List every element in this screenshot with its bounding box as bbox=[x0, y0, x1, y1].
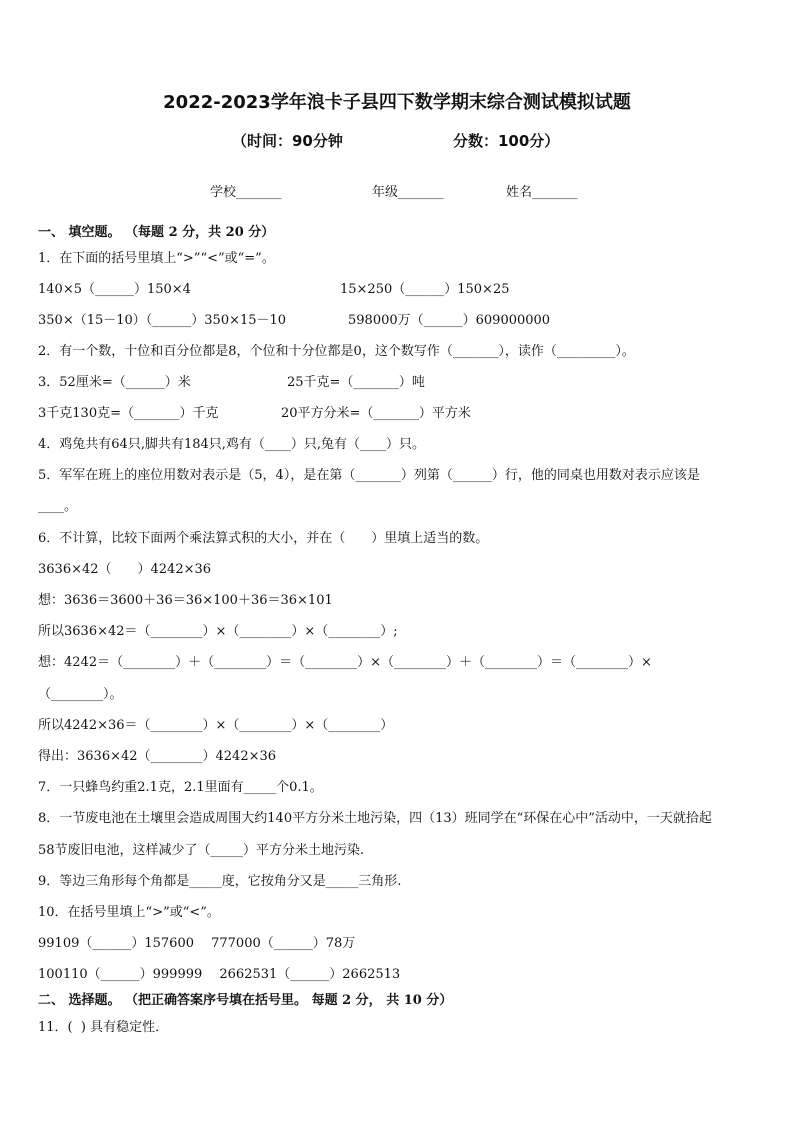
question-5-tail: ____。 bbox=[38, 499, 78, 514]
question-9: 9．等边三角形每个角都是_____度，它按角分又是_____三角形. bbox=[38, 874, 402, 889]
section-heading-choice: 二、 选择题。 （把正确答案序号填在括号里。 每题 2 分， 共 10 分） bbox=[38, 993, 453, 1008]
question-2: 2．有一个数，十位和百分位都是8，个位和十分位都是0，这个数写作（_______），读作（_________）。 bbox=[38, 344, 635, 359]
section-heading-fill-in: 一、 填空题。 （每题 2 分，共 20 分） bbox=[38, 225, 275, 240]
time-label: （时间：90分钟 bbox=[232, 132, 343, 150]
question-3-item-a: 3．52厘米=（______）米 bbox=[38, 375, 191, 390]
question-8: 8．一节废电池在土壤里会造成周围大约140平方分米土地污染，四（13）班同学在“环保在心中”活动中，一天就拾起 bbox=[38, 811, 712, 826]
exam-title: 2022-2023学年浪卡子县四下数学期末综合测试模拟试题 bbox=[163, 92, 631, 113]
question-6-line-1: 3636×42（ ）4242×36 bbox=[38, 562, 212, 577]
question-6: 6．不计算，比较下面两个乘法算式积的大小，并在（ ）里填上适当的数。 bbox=[38, 531, 489, 546]
question-10-row-2: 100110（______）999999 2662531（______）2662513 bbox=[38, 967, 401, 982]
question-11: 11．( ) 具有稳定性． bbox=[38, 1020, 169, 1035]
question-6-line-7: 得出：3636×42（________）4242×36 bbox=[38, 749, 277, 764]
school-field: 学校_______ bbox=[210, 185, 282, 200]
question-10: 10．在括号里填上“>”或“<”。 bbox=[38, 905, 220, 920]
question-6-line-2: 想：3636＝3600＋36＝36×100＋36＝36×101 bbox=[38, 593, 333, 608]
question-1: 1．在下面的括号里填上“>”“<”或“=”。 bbox=[38, 251, 275, 266]
question-6-line-5: （________）。 bbox=[38, 687, 123, 702]
question-6-line-3: 所以3636×42＝（________）×（________）×（________）; bbox=[38, 624, 398, 639]
question-4: 4．鸡兔共有64只,脚共有184只,鸡有（____）只,兔有（____）只。 bbox=[38, 437, 426, 452]
name-field: 姓名_______ bbox=[506, 185, 578, 200]
question-6-line-6: 所以4242×36＝（________）×（________）×（________） bbox=[38, 718, 394, 733]
question-1-item-b: 15×250（______）150×25 bbox=[340, 282, 510, 297]
question-1-item-c: 350×（15－10）（______）350×15－10 bbox=[38, 313, 287, 328]
question-6-line-4: 想：4242＝（________）＋（________）＝（________）×（________）＋（________）＝（________）× bbox=[38, 655, 652, 670]
question-3-item-c: 3千克130克=（_______）千克 bbox=[38, 406, 219, 421]
question-10-row-1: 99109（______）157600 777000（______）78万 bbox=[38, 936, 356, 951]
question-5: 5．军军在班上的座位用数对表示是（5，4），是在第（_______）列第（______）行，他的同桌也用数对表示应该是 bbox=[38, 468, 700, 483]
question-1-item-a: 140×5（______）150×4 bbox=[38, 282, 191, 297]
grade-field: 年级_______ bbox=[372, 185, 444, 200]
question-1-item-d: 598000万（______）609000000 bbox=[348, 313, 551, 328]
score-label: 分数：100分） bbox=[453, 132, 560, 150]
question-7: 7．一只蜂鸟约重2.1克，2.1里面有_____个0.1。 bbox=[38, 780, 323, 795]
question-3-item-b: 25千克=（_______）吨 bbox=[287, 375, 425, 390]
question-8-tail: 58节废旧电池，这样减少了（_____）平方分米土地污染. bbox=[38, 843, 365, 858]
question-3-item-d: 20平方分米=（_______）平方米 bbox=[281, 406, 471, 421]
